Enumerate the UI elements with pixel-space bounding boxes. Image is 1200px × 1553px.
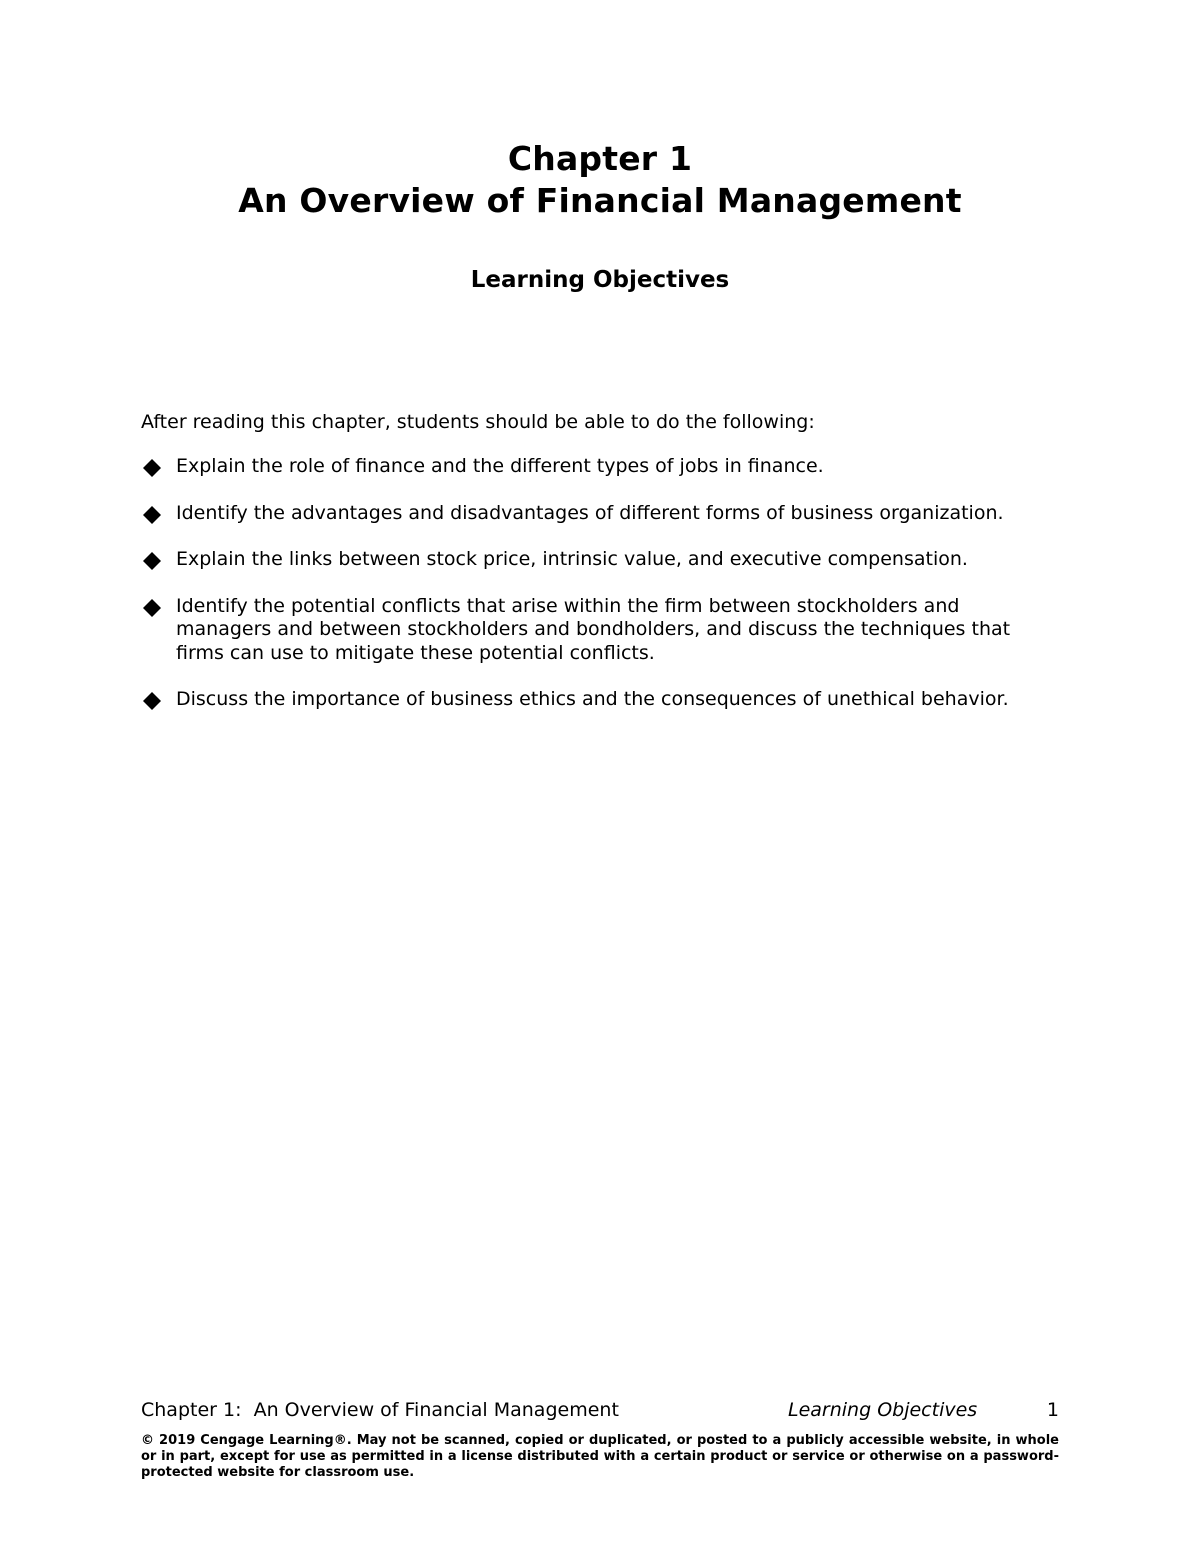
objective-text: Identify the advantages and disadvantages of different forms of business organization. — [176, 501, 1004, 524]
objective-item — [141, 548, 1051, 572]
section-heading: Learning Objectives — [470, 267, 730, 293]
diamond-icon — [143, 506, 161, 524]
objective-text: Discuss the importance of business ethics and the consequences of unethical behavior. — [176, 688, 1009, 710]
objective-text: Explain the role of finance and the different types of jobs in finance. — [176, 455, 824, 477]
copyright-notice: © 2019 Cengage Learning®. May not be scanned, copied or duplicated, or posted to a publicly accessible website, in whole or in part, except for use as permitted in a license distributed with a certain product or service or otherwise on a password-protected website for classroom use. — [141, 1433, 1059, 1480]
objective-text: Explain the links between stock price, intrinsic value, and executive compensation. — [176, 548, 968, 570]
objectives-list — [141, 455, 1051, 735]
diamond-icon — [143, 692, 161, 710]
intro-paragraph: After reading this chapter, students should be able to do the following: — [141, 411, 815, 433]
objective-item — [141, 455, 1051, 479]
diamond-icon — [143, 552, 161, 570]
diamond-icon — [143, 599, 161, 617]
chapter-title-block — [0, 138, 1200, 222]
objective-text: Identify the potential conflicts that arise within the firm between stockholders and managers and between stockholders and bondholders, and discuss the techniques that firms can use to mitigate these potential conflicts. — [176, 594, 1011, 664]
page-number: 1 — [1046, 1399, 1059, 1421]
diamond-icon — [143, 459, 161, 477]
page-footer — [141, 1396, 1059, 1424]
objective-item — [141, 595, 1051, 666]
objective-item — [141, 502, 1051, 526]
chapter-title: An Overview of Financial Management — [238, 181, 962, 220]
objective-item — [141, 688, 1051, 712]
footer-chapter-label: Chapter 1: An Overview of Financial Management — [141, 1399, 619, 1421]
chapter-number: Chapter 1 — [507, 139, 693, 178]
footer-section-label: Learning Objectives — [788, 1399, 978, 1421]
